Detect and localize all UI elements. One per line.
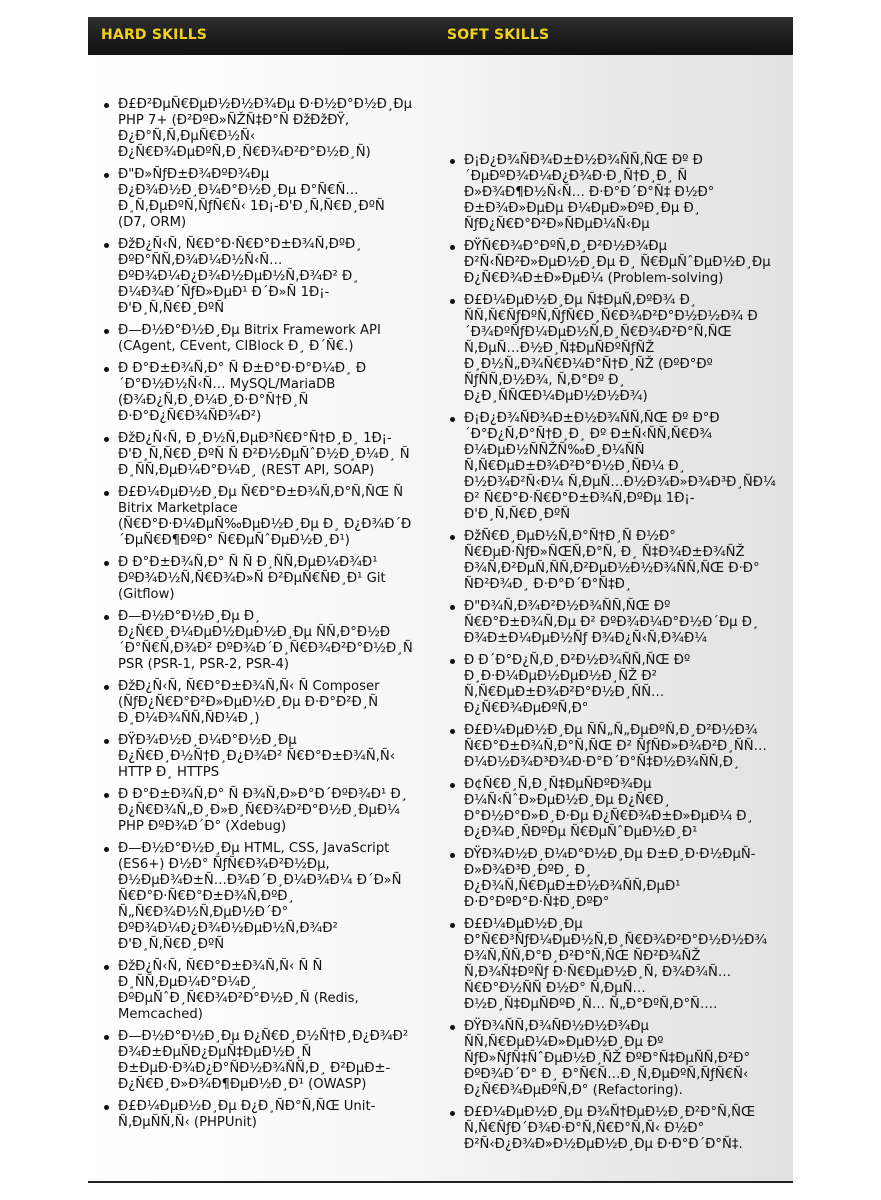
list-item — [450, 653, 785, 717]
list-item — [450, 411, 785, 523]
list-item — [450, 1105, 785, 1153]
hard-skills-heading: HARD SKILLS — [101, 27, 208, 43]
list-item — [450, 777, 785, 841]
list-item — [450, 599, 785, 647]
list-item — [104, 431, 414, 479]
list-item — [450, 153, 785, 233]
list-item-text: Ð¡Ð¿Ð¾ÑÐ¾Ð±Ð½Ð¾ÑÑ‚ÑŒ Ðº Ð´ÐµÐºÐ¾Ð¼Ð¿Ð¾Ð·Ð¸Ñ†Ð¸Ð¸ Ñ Ð»Ð¾Ð¶Ð½Ñ‹Ñ… Ð·Ð°Ð´Ð°Ñ‡ Ð½Ð° Ð±Ð¾Ð»ÐµÐµ Ð¼ÐµÐ»ÐºÐ¸Ðµ Ð¸ ÑƒÐ¿Ñ€Ð°Ð²Ð»ÑÐµÐ¼Ñ‹Ðµ — [464, 153, 715, 232]
list-item — [104, 841, 414, 953]
list-item-text: ÐžÐ¿Ñ‹Ñ‚ Ñ€Ð°Ð±Ð¾Ñ‚Ñ‹ Ñ Composer (ÑƒÐ¿Ñ€Ð°Ð²Ð»ÐµÐ½Ð¸Ðµ Ð·Ð°Ð²Ð¸Ñ Ð¸Ð¼Ð¾ÑÑ‚ÑÐ¼Ð¸) — [118, 679, 380, 726]
list-item — [104, 679, 414, 727]
list-item-text: Ð£Ð¼ÐµÐ½Ð¸Ðµ Ð°Ñ€Ð³ÑƒÐ¼ÐµÐ½Ñ‚Ð¸Ñ€Ð¾Ð²Ð°Ð½Ð½Ð¾ Ð¾Ñ‚ÑÑ‚Ð°Ð¸Ð²Ð°Ñ‚ÑŒ ÑÐ²Ð¾ÑŽ Ñ‚Ð¾Ñ‡ÐºÑƒ Ð·Ñ€ÐµÐ½Ð¸Ñ, Ð¾Ð¾Ñ…Ñ€Ð°Ð½ÑÑ Ð½Ð° Ñ‚ÐµÑ…Ð½Ð¸Ñ‡ÐµÑÐºÐ¸Ñ… Ñ„Ð°ÐºÑ‚Ð°Ñ…. — [464, 917, 768, 1012]
list-item-text: Ð£Ð²ÐµÑ€ÐµÐ½Ð½Ð¾Ðµ Ð·Ð½Ð°Ð½Ð¸Ðµ PHP 7+ (Ð²ÐºÐ»ÑŽÑ‡Ð°Ñ ÐžÐžÐŸ, Ð¿Ð°Ñ‚Ñ‚ÐµÑ€Ð½Ñ‹ Ð¿Ñ€Ð¾ÐµÐºÑ‚Ð¸Ñ€Ð¾Ð²Ð°Ð½Ð¸Ñ) — [118, 97, 413, 160]
list-item — [104, 787, 414, 835]
list-item-text: ÐŸÑ€Ð¾Ð°ÐºÑ‚Ð¸Ð²Ð½Ð¾Ðµ Ð²Ñ‹ÑÐ²Ð»ÐµÐ½Ð¸Ðµ Ð¸ Ñ€ÐµÑˆÐµÐ½Ð¸Ðµ Ð¿Ñ€Ð¾Ð±Ð»ÐµÐ¼ (Problem-solving) — [464, 239, 771, 286]
list-item-text: ÐŸÐ¾Ð½Ð¸Ð¼Ð°Ð½Ð¸Ðµ Ð¿Ñ€Ð¸Ð½Ñ†Ð¸Ð¿Ð¾Ð² Ñ€Ð°Ð±Ð¾Ñ‚Ñ‹ HTTP Ð¸ HTTPS — [118, 733, 396, 780]
soft-skills-heading: SOFT SKILLS — [447, 27, 550, 43]
list-item — [450, 239, 785, 287]
skills-sheet — [88, 17, 793, 1183]
list-item-text: ÐŸÐ¾Ð½Ð¸Ð¼Ð°Ð½Ð¸Ðµ Ð±Ð¸Ð·Ð½ÐµÑ-Ð»Ð¾Ð³Ð¸ÐºÐ¸ Ð¸ Ð¿Ð¾Ñ‚Ñ€ÐµÐ±Ð½Ð¾ÑÑ‚ÐµÐ¹ Ð·Ð°ÐºÐ°Ð·Ñ‡Ð¸ÐºÐ° — [464, 847, 756, 910]
list-item-text: Ð Ð°Ð±Ð¾Ñ‚Ð° Ñ Ñ Ð¸ÑÑ‚ÐµÐ¼Ð¾Ð¹ ÐºÐ¾Ð½Ñ‚Ñ€Ð¾Ð»Ñ Ð²ÐµÑ€ÑÐ¸Ð¹ Git (Gitflow) — [118, 555, 386, 602]
list-item-text: Ð£Ð¼ÐµÐ½Ð¸Ðµ Ñ‡ÐµÑ‚ÐºÐ¾ Ð¸ ÑÑ‚Ñ€ÑƒÐºÑ‚ÑƒÑ€Ð¸Ñ€Ð¾Ð²Ð°Ð½Ð½Ð¾ Ð´Ð¾ÐºÑƒÐ¼ÐµÐ½Ñ‚Ð¸Ñ€Ð¾Ð²Ð°Ñ‚ÑŒ Ñ‚ÐµÑ…Ð½Ð¸Ñ‡ÐµÑÐºÑƒÑŽ Ð¸Ð½Ñ„Ð¾Ñ€Ð¼Ð°Ñ†Ð¸ÑŽ (ÐºÐ°Ðº ÑƒÑÑ‚Ð½Ð¾, Ñ‚Ð°Ðº Ð¸ Ð¿Ð¸ÑÑŒÐ¼ÐµÐ½Ð½Ð¾) — [464, 293, 758, 404]
hard-skills-list — [104, 97, 414, 1137]
list-item — [104, 959, 414, 1023]
list-item-text: Ð Ð°Ð±Ð¾Ñ‚Ð° Ñ Ð¾Ñ‚Ð»Ð°Ð´ÐºÐ¾Ð¹ Ð¸ Ð¿Ñ€Ð¾Ñ„Ð¸Ð»Ð¸Ñ€Ð¾Ð²Ð°Ð½Ð¸ÐµÐ¼ PHP ÐºÐ¾Ð´Ð° (Xdebug) — [118, 787, 408, 834]
list-item — [450, 847, 785, 911]
list-item-text: Ð£Ð¼ÐµÐ½Ð¸Ðµ Ñ€Ð°Ð±Ð¾Ñ‚Ð°Ñ‚ÑŒ Ñ Bitrix Marketplace (Ñ€Ð°Ð·Ð¼ÐµÑ‰ÐµÐ½Ð¸Ðµ Ð¸ Ð¿Ð¾Ð´Ð´ÐµÑ€Ð¶ÐºÐ° Ñ€ÐµÑˆÐµÐ½Ð¸Ð¹) — [118, 485, 412, 548]
list-item — [450, 529, 785, 593]
list-item — [104, 1029, 414, 1093]
list-item-text: Ð¢Ñ€Ð¸Ñ‚Ð¸Ñ‡ÐµÑÐºÐ¾Ðµ Ð¼Ñ‹ÑˆÐ»ÐµÐ½Ð¸Ðµ Ð¿Ñ€Ð¸ Ð°Ð½Ð°Ð»Ð¸Ð·Ðµ Ð¿Ñ€Ð¾Ð±Ð»ÐµÐ¼ Ð¸ Ð¿Ð¾Ð¸ÑÐºÐµ Ñ€ÐµÑˆÐµÐ½Ð¸Ð¹ — [464, 777, 754, 840]
list-item-text: Ð—Ð½Ð°Ð½Ð¸Ðµ Ð¸ Ð¿Ñ€Ð¸Ð¼ÐµÐ½ÐµÐ½Ð¸Ðµ ÑÑ‚Ð°Ð½Ð´Ð°Ñ€Ñ‚Ð¾Ð² ÐºÐ¾Ð´Ð¸Ñ€Ð¾Ð²Ð°Ð½Ð¸Ñ PSR (PSR-1, PSR-2, PSR-4) — [118, 609, 413, 672]
list-item-text: Ð"Ð»ÑƒÐ±Ð¾ÐºÐ¾Ðµ Ð¿Ð¾Ð½Ð¸Ð¼Ð°Ð½Ð¸Ðµ Ð°Ñ€Ñ…Ð¸Ñ‚ÐµÐºÑ‚ÑƒÑ€Ñ‹ 1Ð¡-Ð'Ð¸Ñ‚Ñ€Ð¸ÐºÑ (D7, ORM) — [118, 167, 385, 230]
list-item-text: Ð"Ð¾Ñ‚Ð¾Ð²Ð½Ð¾ÑÑ‚ÑŒ Ðº Ñ€Ð°Ð±Ð¾Ñ‚Ðµ Ð² ÐºÐ¾Ð¼Ð°Ð½Ð´Ðµ Ð¸ Ð¾Ð±Ð¼ÐµÐ½Ñƒ Ð¾Ð¿Ñ‹Ñ‚Ð¾Ð¼ — [464, 599, 759, 646]
list-item — [104, 167, 414, 231]
list-item-text: Ð Ð°Ð±Ð¾Ñ‚Ð° Ñ Ð±Ð°Ð·Ð°Ð¼Ð¸ Ð´Ð°Ð½Ð½Ñ‹Ñ… MySQL/MariaDB (Ð¾Ð¿Ñ‚Ð¸Ð¼Ð¸Ð·Ð°Ñ†Ð¸Ñ Ð·Ð°Ð¿Ñ€Ð¾ÑÐ¾Ð²) — [118, 361, 367, 424]
list-item — [104, 555, 414, 603]
list-item-text: Ð¡Ð¿Ð¾ÑÐ¾Ð±Ð½Ð¾ÑÑ‚ÑŒ Ðº Ð°Ð´Ð°Ð¿Ñ‚Ð°Ñ†Ð¸Ð¸ Ðº Ð±Ñ‹ÑÑ‚Ñ€Ð¾ Ð¼ÐµÐ½ÑÑŽÑ‰Ð¸Ð¼ÑÑ Ñ‚Ñ€ÐµÐ±Ð¾Ð²Ð°Ð½Ð¸ÑÐ¼ Ð¸ Ð½Ð¾Ð²Ñ‹Ð¼ Ñ‚ÐµÑ…Ð½Ð¾Ð»Ð¾Ð³Ð¸ÑÐ¼ Ð² Ñ€Ð°Ð·Ñ€Ð°Ð±Ð¾Ñ‚ÐºÐµ 1Ð¡-Ð'Ð¸Ñ‚Ñ€Ð¸ÐºÑ — [464, 411, 776, 522]
list-item — [104, 733, 414, 781]
list-item — [450, 293, 785, 405]
list-item-text: ÐŸÐ¾ÑÑ‚Ð¾ÑÐ½Ð½Ð¾Ðµ ÑÑ‚Ñ€ÐµÐ¼Ð»ÐµÐ½Ð¸Ðµ Ðº ÑƒÐ»ÑƒÑ‡ÑˆÐµÐ½Ð¸ÑŽ ÐºÐ°Ñ‡ÐµÑÑ‚Ð²Ð° ÐºÐ¾Ð´Ð° Ð¸ Ð°Ñ€Ñ…Ð¸Ñ‚ÐµÐºÑ‚ÑƒÑ€Ñ‹ Ð¿Ñ€Ð¾ÐµÐºÑ‚Ð° (Refactoring). — [464, 1019, 751, 1098]
list-item — [450, 1019, 785, 1099]
list-item — [104, 485, 414, 549]
list-item-text: Ð£Ð¼ÐµÐ½Ð¸Ðµ Ð¿Ð¸ÑÐ°Ñ‚ÑŒ Unit-Ñ‚ÐµÑÑ‚Ñ‹ (PHPUnit) — [118, 1099, 376, 1130]
header-bar — [88, 17, 793, 55]
list-item — [450, 723, 785, 771]
list-item — [104, 97, 414, 161]
list-item-text: Ð£Ð¼ÐµÐ½Ð¸Ðµ ÑÑ„Ñ„ÐµÐºÑ‚Ð¸Ð²Ð½Ð¾ Ñ€Ð°Ð±Ð¾Ñ‚Ð°Ñ‚ÑŒ Ð² ÑƒÑÐ»Ð¾Ð²Ð¸ÑÑ… Ð¼Ð½Ð¾Ð³Ð¾Ð·Ð°Ð´Ð°Ñ‡Ð½Ð¾ÑÑ‚Ð¸ — [464, 723, 767, 770]
list-item-text: Ð—Ð½Ð°Ð½Ð¸Ðµ Ð¿Ñ€Ð¸Ð½Ñ†Ð¸Ð¿Ð¾Ð² Ð¾Ð±ÐµÑÐ¿ÐµÑ‡ÐµÐ½Ð¸Ñ Ð±ÐµÐ·Ð¾Ð¿Ð°ÑÐ½Ð¾ÑÑ‚Ð¸ Ð²ÐµÐ±-Ð¿Ñ€Ð¸Ð»Ð¾Ð¶ÐµÐ½Ð¸Ð¹ (OWASP) — [118, 1029, 409, 1092]
list-item-text: ÐžÐ¿Ñ‹Ñ‚ Ð¸Ð½Ñ‚ÐµÐ³Ñ€Ð°Ñ†Ð¸Ð¸ 1Ð¡-Ð'Ð¸Ñ‚Ñ€Ð¸ÐºÑ Ñ Ð²Ð½ÐµÑˆÐ½Ð¸Ð¼Ð¸ Ñ Ð¸ÑÑ‚ÐµÐ¼Ð°Ð¼Ð¸ (REST API, SOAP) — [118, 431, 410, 478]
soft-skills-list — [450, 153, 785, 1159]
list-item-text: Ð Ð´Ð°Ð¿Ñ‚Ð¸Ð²Ð½Ð¾ÑÑ‚ÑŒ Ðº Ð¸Ð·Ð¼ÐµÐ½ÐµÐ½Ð¸ÑŽ Ð² Ñ‚Ñ€ÐµÐ±Ð¾Ð²Ð°Ð½Ð¸ÑÑ… Ð¿Ñ€Ð¾ÐµÐºÑ‚Ð° — [464, 653, 691, 716]
list-item — [104, 361, 414, 425]
list-item-text: ÐžÑ€Ð¸ÐµÐ½Ñ‚Ð°Ñ†Ð¸Ñ Ð½Ð° Ñ€ÐµÐ·ÑƒÐ»ÑŒÑ‚Ð°Ñ‚ Ð¸ Ñ‡Ð¾Ð±Ð¾ÑŽ Ð¾Ñ‚Ð²ÐµÑ‚ÑÑ‚Ð²ÐµÐ½Ð½Ð¾ÑÑ‚ÑŒ Ð·Ð° ÑÐ²Ð¾Ð¸ Ð·Ð°Ð´Ð°Ñ‡Ð¸ — [464, 529, 760, 592]
list-item-text: ÐžÐ¿Ñ‹Ñ‚ Ñ€Ð°Ð·Ñ€Ð°Ð±Ð¾Ñ‚ÐºÐ¸ ÐºÐ°ÑÑ‚Ð¾Ð¼Ð½Ñ‹Ñ… ÐºÐ¾Ð¼Ð¿Ð¾Ð½ÐµÐ½Ñ‚Ð¾Ð² Ð¸ Ð¼Ð¾Ð´ÑƒÐ»ÐµÐ¹ Ð´Ð»Ñ 1Ð¡-Ð'Ð¸Ñ‚Ñ€Ð¸ÐºÑ — [118, 237, 362, 316]
list-item — [104, 323, 414, 355]
list-item — [104, 237, 414, 317]
list-item — [104, 609, 414, 673]
list-item — [104, 1099, 414, 1131]
list-item — [450, 917, 785, 1013]
list-item-text: ÐžÐ¿Ñ‹Ñ‚ Ñ€Ð°Ð±Ð¾Ñ‚Ñ‹ Ñ Ñ Ð¸ÑÑ‚ÐµÐ¼Ð°Ð¼Ð¸ ÐºÐµÑˆÐ¸Ñ€Ð¾Ð²Ð°Ð½Ð¸Ñ (Redis, Memcached) — [118, 959, 359, 1022]
list-item-text: Ð—Ð½Ð°Ð½Ð¸Ðµ Bitrix Framework API (CAgent, CEvent, CIBlock Ð¸ Ð´Ñ€.) — [118, 323, 381, 354]
list-item-text: Ð£Ð¼ÐµÐ½Ð¸Ðµ Ð¾Ñ†ÐµÐ½Ð¸Ð²Ð°Ñ‚ÑŒ Ñ‚Ñ€ÑƒÐ´Ð¾Ð·Ð°Ñ‚Ñ€Ð°Ñ‚Ñ‹ Ð½Ð° Ð²Ñ‹Ð¿Ð¾Ð»Ð½ÐµÐ½Ð¸Ðµ Ð·Ð°Ð´Ð°Ñ‡. — [464, 1105, 756, 1152]
list-item-text: Ð—Ð½Ð°Ð½Ð¸Ðµ HTML, CSS, JavaScript (ES6+) Ð½Ð° ÑƒÑ€Ð¾Ð²Ð½Ðµ, Ð½ÐµÐ¾Ð±Ñ…Ð¾Ð´Ð¸Ð¼Ð¾Ð¼ Ð´Ð»Ñ Ñ€Ð°Ð·Ñ€Ð°Ð±Ð¾Ñ‚ÐºÐ¸ Ñ„Ñ€Ð¾Ð½Ñ‚ÐµÐ½Ð´Ð° ÐºÐ¾Ð¼Ð¿Ð¾Ð½ÐµÐ½Ñ‚Ð¾Ð² Ð'Ð¸Ñ‚Ñ€Ð¸ÐºÑ — [118, 841, 402, 952]
